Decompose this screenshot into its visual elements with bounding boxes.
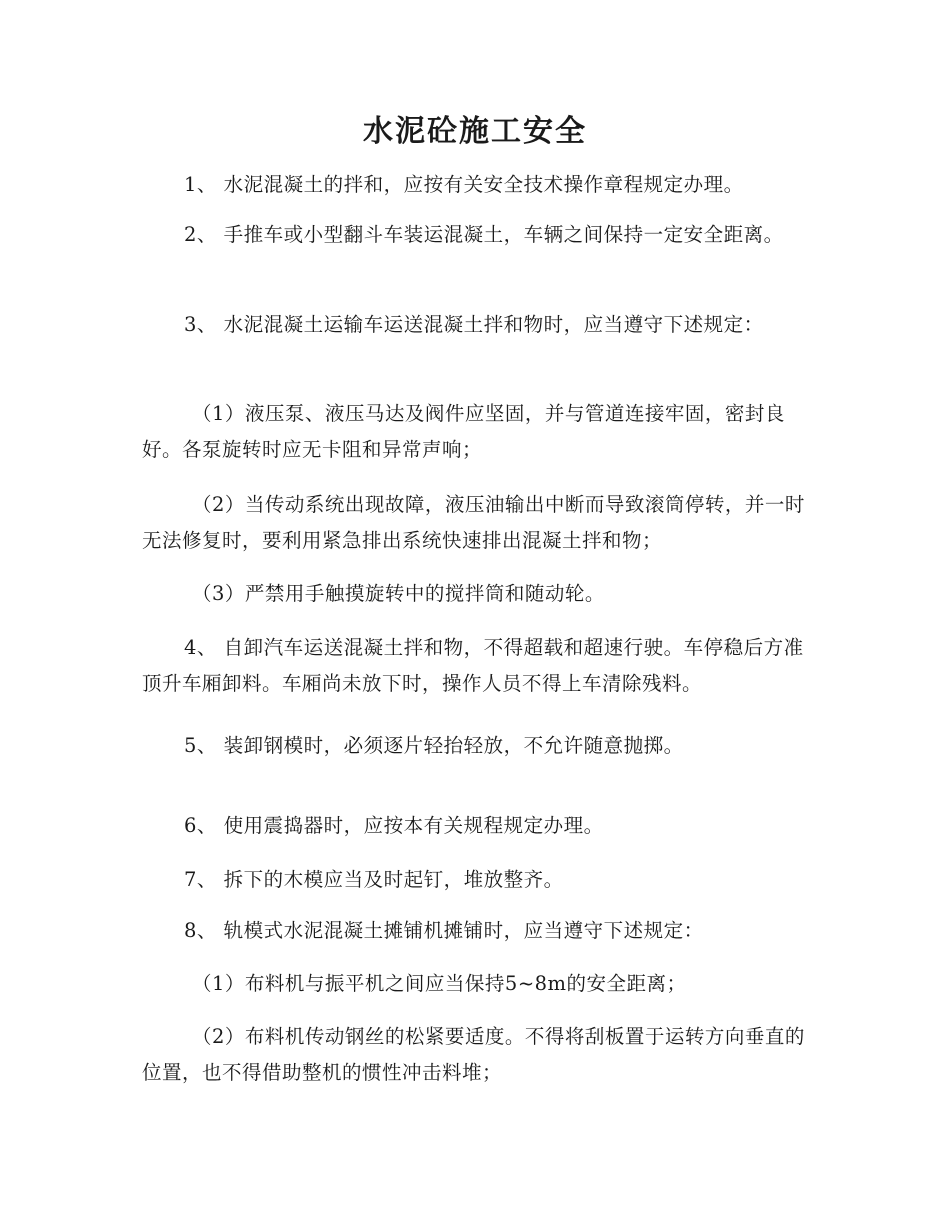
paragraph-1: 1、 水泥混凝土的拌和，应按有关安全技术操作章程规定办理。 (184, 173, 744, 196)
paragraph-4: 4、 自卸汽车运送混凝土拌和物，不得超载和超速行驶。车停稳后方准顶升车厢卸料。车厢尚未放下时，操作人员不得上车清除残料。 (142, 636, 804, 695)
paragraph-6: 6、 使用震捣器时，应按本有关规程规定办理。 (184, 814, 604, 837)
paragraph-5: 5、 装卸钢模时，必须逐片轻抬轻放，不允许随意抛掷。 (184, 734, 684, 757)
paragraph-8-1: （1）布料机与振平机之间应当保持5~8m的安全距离； (192, 972, 687, 995)
paragraph-3-3: （3）严禁用手触摸旋转中的搅拌筒和随动轮。 (192, 582, 605, 605)
paragraph-3: 3、 水泥混凝土运输车运送混凝土拌和物时，应当遵守下述规定： (184, 313, 764, 336)
paragraph-3-1: （1）液压泵、液压马达及阀件应坚固，并与管道连接牢固，密封良好。各泵旋转时应无卡阻和异常声响； (142, 402, 785, 461)
paragraph-8-2: （2）布料机传动钢丝的松紧要适度。不得将刮板置于运转方向垂直的位置，也不得借助整机的惯性冲击料堆； (142, 1025, 805, 1084)
document-title: 水泥砼施工安全 (363, 114, 587, 149)
paragraph-2: 2、 手推车或小型翻斗车装运混凝土，车辆之间保持一定安全距离。 (184, 223, 784, 246)
paragraph-8: 8、 轨模式水泥混凝土摊铺机摊铺时，应当遵守下述规定： (184, 919, 704, 942)
paragraph-3-2: （2）当传动系统出现故障，液压油输出中断而导致滚筒停转，并一时无法修复时，要利用紧急排出系统快速排出混凝土拌和物； (142, 493, 805, 552)
paragraph-7: 7、 拆下的木模应当及时起钉，堆放整齐。 (184, 868, 564, 891)
